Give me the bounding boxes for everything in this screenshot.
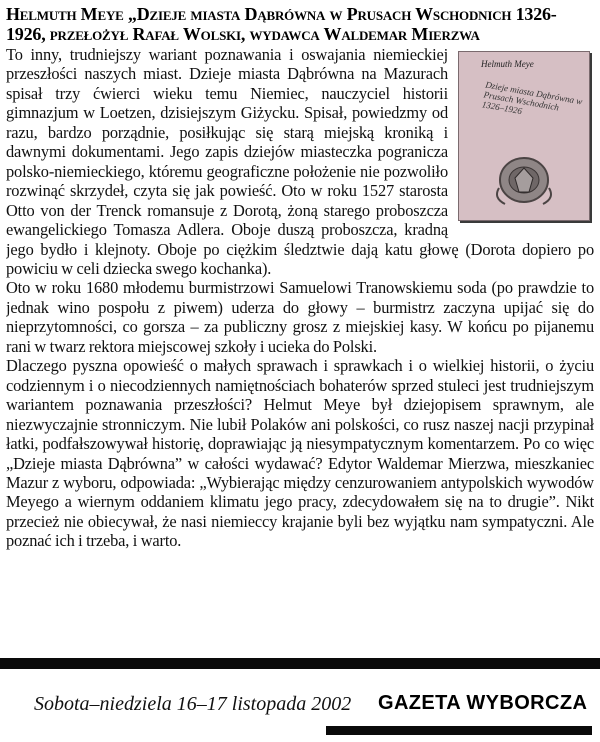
footer-divider xyxy=(0,658,600,669)
brand-underline xyxy=(326,726,592,735)
newspaper-brand: GAZETA WYBORCZA xyxy=(378,692,588,714)
article-paragraph: To inny, trudniejszy wariant poznawania i oswajania niemieckiej przeszłości naszych miast. Dzieje miasta Dąbrówna na Mazurach spisał trzy ćwierci wieku temu Niemiec, nauczyciel historii gimnazjum w Loetzen, dzisiejszym Giżycku. Spisał, powiedzmy od razu, bardzo porządnie, posiłkując się starą miejską kroniką i dawnymi dokumentami. Jego zapis dziejów miasteczka pogranicza polsko-niemieckiego, któremu geograficzne położenie nie pozwoliło rozwinąć skrzydeł, czyta się jak powieść. Oto w roku 1527 starosta Otto von der Trenck romansuje z Dorotą, żoną starego proboszcza ewangelickiego Tomasza Adlera. Oboje duszą proboszcza, kradną jego bydło i klejnoty. Oboje po ciężkim śledztwie dają katu głowę (Dorota dopiero po powiciu w celi dziecka swego kochanka). xyxy=(6,45,594,278)
article-paragraph: Oto w roku 1680 młodemu burmistrzowi Samuelowi Tranowskiemu soda (po prawdzie to jednak wino pospołu z piwem) uderza do głowy – burmistrz zaczyna upijać się do nieprzytomności, co gorsza – za publiczny grosz z miejskiej kasy. W końcu po pijanemu rani w twarz rektora miejscowej szkoły i ucieka do Polski. xyxy=(6,278,594,356)
article-paragraph: Dlaczego pyszna opowieść o małych sprawach i sprawkach i o wielkiej historii, o życiu codziennym i o niecodziennych namiętnościach bohaterów sprzed stuleci jest trudniejszym wariantem poznawania przeszłości? Helmut Meye był dziejopisem sprawnym, ale niezwyczajnie stronniczym. Nie lubił Polaków ani polskości, co rusz naszej nacji przypinał łatki, podfałszowywał historię, doprawiając ją niesympatycznym komentarzem. Po co więc „Dzieje miasta Dąbrówna” w całości wydawać? Edytor Waldemar Mierzwa, mieszkaniec Mazur z wyboru, odpowiada: „Wybierając między cenzurowaniem antypolskich wywodów Meyego a wiernym oddaniem klimatu jego pracy, zdecydowałem się na to drugie”. Nikt przecież nie obiecywał, że nasi niemieccy krajanie byli bez wyjątku nam sympatyczni. Ale poznać ich i trzeba, i warto. xyxy=(6,356,594,551)
article-headline: Helmuth Meye „Dzieje miasta Dąbrówna w Prusach Wschodnich 1326-1926, przełożył Rafał Wolski, wydawca Waldemar Mierzwa xyxy=(6,4,557,44)
cover-author: Helmuth Meye xyxy=(481,59,534,69)
issue-dateline: Sobota–niedziela 16–17 listopada 2002 xyxy=(34,693,352,715)
book-cover-image xyxy=(458,51,590,221)
cover-seal-icon xyxy=(489,148,559,212)
article xyxy=(6,4,594,646)
cover-title: Dzieje miasta Dąbrówna w Prusach Wschodnich 1326–1926 xyxy=(481,79,584,117)
